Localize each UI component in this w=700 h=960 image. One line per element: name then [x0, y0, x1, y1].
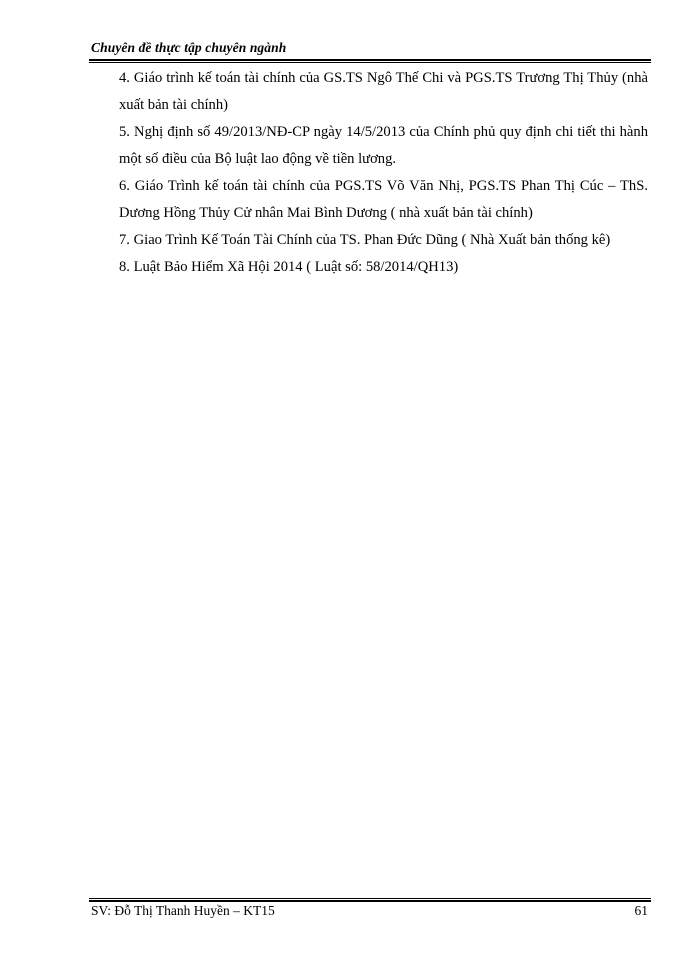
page-number: 61: [634, 903, 648, 918]
reference-item-5: 5. Nghị định số 49/2013/NĐ-CP ngày 14/5/2013 của Chính phủ quy định chi tiết thi hành một số điều của Bộ luật lao động về tiền lương.: [119, 124, 648, 167]
reference-item-8: 8. Luật Bảo Hiểm Xã Hội 2014 ( Luật số: 58/2014/QH13): [119, 259, 459, 275]
reference-item-4: 4. Giáo trình kế toán tài chính của GS.TS Ngô Thế Chi và PGS.TS Trương Thị Thủy (nhà xuất bản tài chính): [119, 70, 648, 113]
footer-student-name: SV: Đỗ Thị Thanh Huyền – KT15: [91, 903, 275, 918]
footer-divider: [89, 900, 651, 902]
reference-list: [119, 65, 648, 281]
reference-item-7: 7. Giao Trình Kế Toán Tài Chính của TS. Phan Đức Dũng ( Nhà Xuất bản thống kê): [119, 232, 611, 248]
page-header-title: Chuyên đề thực tập chuyên ngành: [91, 40, 287, 55]
header-divider: [89, 59, 651, 61]
header-divider-thin: [89, 62, 651, 63]
footer-divider-thin: [89, 898, 651, 899]
reference-item-6: 6. Giáo Trình kế toán tài chính của PGS.TS Võ Văn Nhị, PGS.TS Phan Thị Cúc – ThS. Dương Hồng Thủy Cử nhân Mai Bình Dương ( nhà xuất bản tài chính): [119, 178, 648, 221]
